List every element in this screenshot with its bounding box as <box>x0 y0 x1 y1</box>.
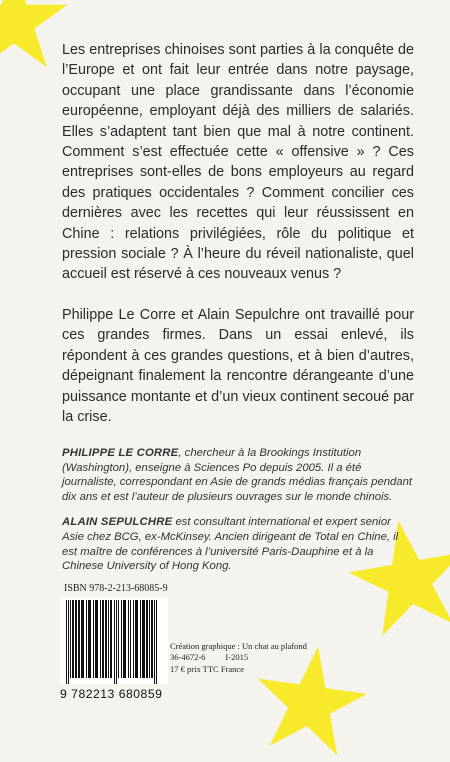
barcode-bar <box>121 600 122 678</box>
barcode-bar <box>151 600 153 678</box>
print-codes <box>170 652 340 663</box>
barcode-bar <box>78 600 80 678</box>
barcode-bar <box>149 600 150 678</box>
barcode-bar <box>135 600 138 678</box>
back-cover-blurb <box>62 40 414 427</box>
design-credit: Création graphique : Un chat au plafond <box>170 641 307 651</box>
author-bios <box>62 446 414 574</box>
barcode-bar <box>72 600 74 678</box>
barcode-digits: 9 782213 680859 <box>60 687 163 701</box>
star-shape <box>0 0 67 67</box>
author-text-sepulchre: est consultant international et expert senior Asie chez BCG, ex-McKinsey. Ancien dirigeant de Total en Chine, il est maître de conférences à l’université Paris-Dauphine et à la Chinese University of Hong Kong. <box>62 516 399 573</box>
book-code: 36-4672-6 <box>170 652 206 663</box>
barcode-bar <box>146 600 148 678</box>
barcode-bar <box>130 600 131 678</box>
author-name-le-corre: PHILIPPE LE CORRE <box>62 447 179 459</box>
print-credits <box>170 641 340 675</box>
barcode-bar <box>142 600 145 678</box>
star-top-left-icon <box>0 0 70 78</box>
barcode-bar <box>75 600 77 678</box>
barcode-bar <box>123 600 126 678</box>
author-bio-sepulchre <box>62 515 414 573</box>
barcode-bar <box>114 600 115 684</box>
barcode-bar <box>66 600 67 684</box>
barcode-bar <box>118 600 119 678</box>
barcode-bar <box>102 600 104 678</box>
barcode-bar <box>154 600 155 684</box>
barcode-bar <box>68 600 69 684</box>
barcode-bar <box>81 600 84 678</box>
blurb-paragraph-1: Les entreprises chinoises sont parties à la conquête de l’Europe et ont fait leur entrée dans notre paysage, occupant une place grandissante dans l’économie européenne, employant déjà des milliers de salariés. Elles s’adaptent tant bien que mal à notre continent. Comment s’est effectuée cette « offensive » ? Ces entreprises sont-elles de bons employeurs au regard des pratiques occidentales ? Comment concilier ces dernières avec les recettes qui leur réussissent en Chine : relations privilégiées, rôle du politique et pression sociale ? À l’heure du réveil nationaliste, quel accueil est réservé à ces nouveaux venus ? <box>62 42 414 283</box>
barcode-bar <box>95 600 98 678</box>
barcode-bar <box>70 600 71 678</box>
barcode-bar <box>128 600 129 678</box>
barcode-bar <box>156 600 157 684</box>
barcode <box>60 598 168 684</box>
barcode-bar <box>105 600 107 678</box>
price: 17 € prix TTC France <box>170 663 244 674</box>
barcode-bar <box>86 600 87 678</box>
barcode-bar <box>110 600 112 678</box>
printing-code: I-2015 <box>225 652 249 663</box>
barcode-bar <box>140 600 141 678</box>
barcode-bars <box>60 598 168 684</box>
author-bio-le-corre <box>62 446 414 504</box>
barcode-bar <box>108 600 109 678</box>
author-name-sepulchre: ALAIN SEPULCHRE <box>62 516 173 529</box>
barcode-bar <box>133 600 134 678</box>
isbn-label: ISBN 978-2-213-68085-9 <box>64 583 168 594</box>
barcode-bar <box>100 600 101 678</box>
author-text-le-corre: , chercheur à la Brookings Institution (Washington), enseigne à Sciences Po depuis 2005. Il a été journaliste, correspondant en Asie de grands médias français pendant dix ans et est l’auteur de plusieurs ouvrages sur le monde chinois. <box>62 447 412 503</box>
blurb-paragraph-2: Philippe Le Corre et Alain Sepulchre ont travaillé pour ces grandes firmes. Dans un essai enlevé, ils répondent à ces grandes questions, et à bien d’autres, dépeignant finalement la rencontre dérangeante d’une puissance montante et d’un vieux continent secoué par la crise. <box>62 306 414 425</box>
barcode-bar <box>116 600 117 684</box>
barcode-bar <box>88 600 91 678</box>
barcode-bar <box>93 600 94 678</box>
